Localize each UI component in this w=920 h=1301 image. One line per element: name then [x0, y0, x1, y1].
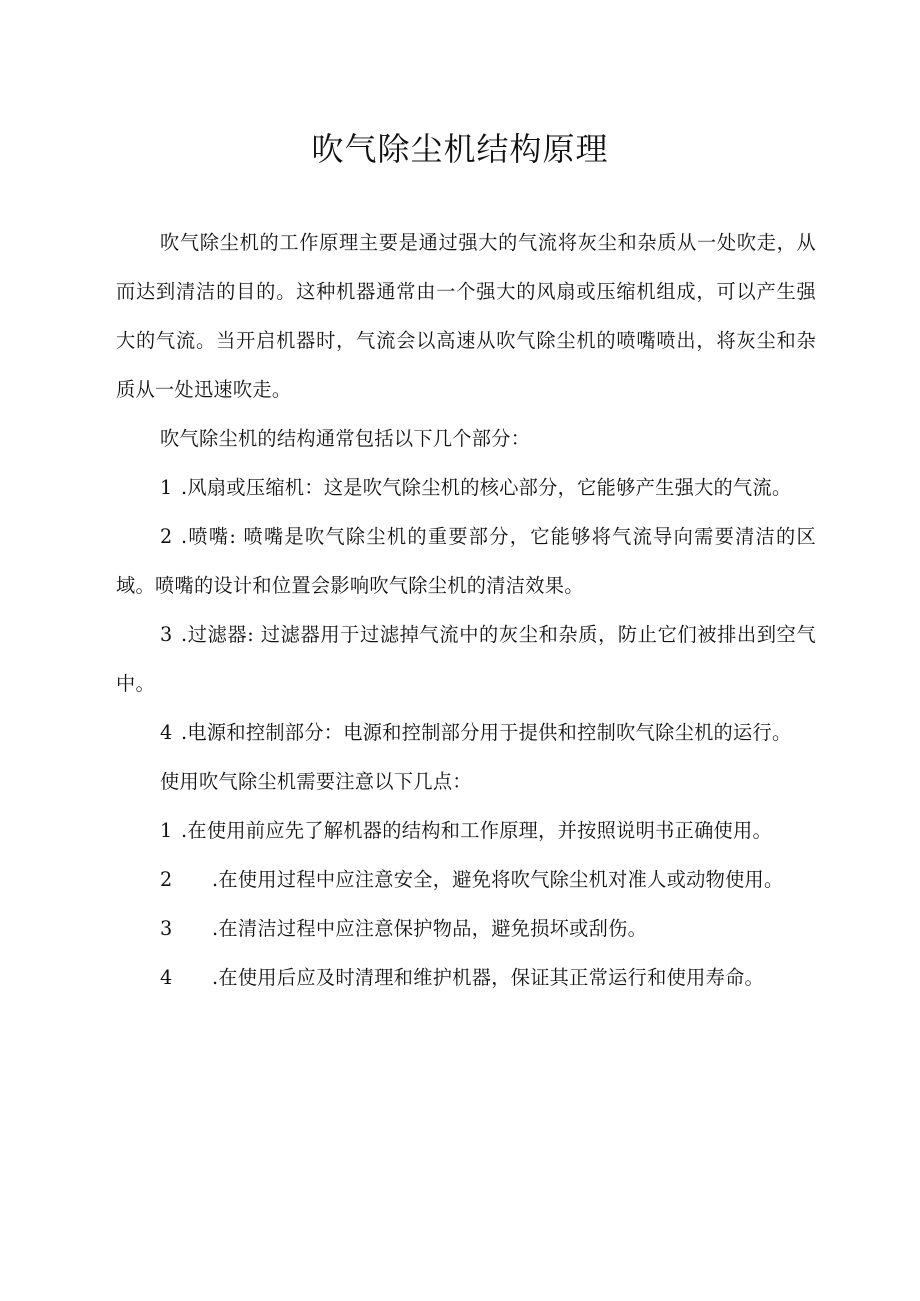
structure-item-1: [116, 463, 816, 512]
item-number: 3: [160, 917, 173, 940]
structure-item-4: [116, 708, 816, 757]
item-number: 3: [160, 623, 173, 646]
item-number: 2: [160, 868, 173, 891]
item-number: 4: [160, 966, 173, 989]
item-text: .过滤器: 过滤器用于过滤掉气流中的灰尘和杂质，防止它们被排出到空气中。: [116, 623, 816, 695]
item-number: 1: [160, 819, 173, 842]
usage-item-2: [116, 855, 816, 904]
item-number: 2: [160, 525, 173, 548]
structure-heading: 吹气除尘机的结构通常包括以下几个部分：: [160, 427, 531, 450]
item-text: .在使用过程中应注意安全，避免将吹气除尘机对准人或动物使用。: [212, 868, 784, 891]
document-body: [116, 218, 816, 1002]
item-text: .风扇或压缩机：这是吹气除尘机的核心部分，它能够产生强大的气流。: [181, 476, 792, 499]
usage-item-4: [116, 953, 816, 1002]
item-number: 1: [160, 476, 173, 499]
usage-heading: 使用吹气除尘机需要注意以下几点：: [160, 770, 472, 793]
item-text: .在使用后应及时清理和维护机器，保证其正常运行和使用寿命。: [212, 966, 765, 989]
item-text: .在使用前应先了解机器的结构和工作原理，并按照说明书正确使用。: [181, 819, 773, 842]
document-title: 吹气除尘机结构原理: [311, 130, 609, 168]
item-text: .电源和控制部分：电源和控制部分用于提供和控制吹气除尘机的运行。: [181, 721, 792, 744]
item-text: .喷嘴: 喷嘴是吹气除尘机的重要部分，它能够将气流导向需要清洁的区域。喷嘴的设计和位置会影响吹气除尘机的清洁效果。: [116, 525, 816, 597]
intro-paragraph: 吹气除尘机的工作原理主要是通过强大的气流将灰尘和杂质从一处吹走，从而达到清洁的目的。这种机器通常由一个强大的风扇或压缩机组成，可以产生强大的气流。当开启机器时，气流会以高速从吹气除尘机的喷嘴喷出，将灰尘和杂质从一处迅速吹走。: [116, 231, 816, 401]
usage-item-3: [116, 904, 816, 953]
structure-item-2: [116, 512, 816, 610]
usage-item-1: [116, 806, 816, 855]
item-text: .在清洁过程中应注意保护物品，避免损坏或刮伤。: [212, 917, 648, 940]
item-number: 4: [160, 721, 173, 744]
structure-item-3: [116, 610, 816, 708]
